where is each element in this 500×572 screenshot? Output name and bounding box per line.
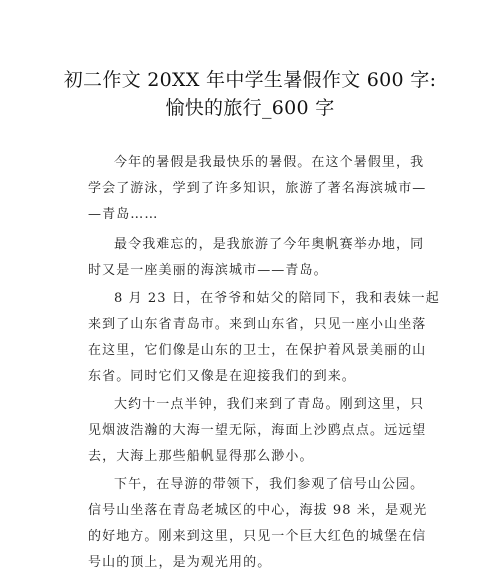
body-line: 东省。同时它们又像是在迎接我们的到来。 — [88, 369, 356, 384]
body-line: 大约十一点半钟，我们来到了青岛。刚到这里，只 — [114, 397, 425, 412]
body-line: 见烟波浩瀚的大海一望无际，海面上沙鸥点点。远远望 — [88, 423, 427, 438]
body-line: 在这里，它们像是山东的卫士，在保护着风景美丽的山 — [88, 343, 427, 358]
body-line: 最令我难忘的，是我旅游了今年奥帆赛举办地，同 — [114, 237, 425, 252]
document-title — [40, 66, 460, 122]
body-line: 的好地方。刚来到这里，只见一个巨大红色的城堡在信 — [88, 529, 427, 544]
body-line: 来到了山东省青岛市。来到山东省，只见一座小山坐落 — [88, 317, 427, 332]
body-line: 下午，在导游的带领下，我们参观了信号山公园。 — [114, 477, 425, 492]
title-line-2: 愉快的旅行_600 字 — [165, 97, 335, 119]
body-line: 时又是一座美丽的海滨城市——青岛。 — [88, 263, 328, 278]
body-line: —青岛…… — [88, 207, 159, 222]
body-line: 信号山坐落在青岛老城区的中心，海拔 98 米，是观光 — [88, 503, 428, 518]
body-line: 8 月 23 日，在爷爷和姑父的陪同下，我和表妹一起 — [114, 291, 440, 306]
body-line: 学会了游泳，学到了许多知识，旅游了著名海滨城市— — [88, 181, 427, 196]
body-line: 今年的暑假是我最快乐的暑假。在这个暑假里，我 — [114, 155, 425, 170]
title-line-1: 初二作文 20XX 年中学生暑假作文 600 字: — [63, 69, 437, 91]
body-line: 号山的顶上，是为观光用的。 — [88, 555, 272, 570]
body-line: 去，大海上那些船帆显得那么渺小。 — [88, 449, 314, 464]
